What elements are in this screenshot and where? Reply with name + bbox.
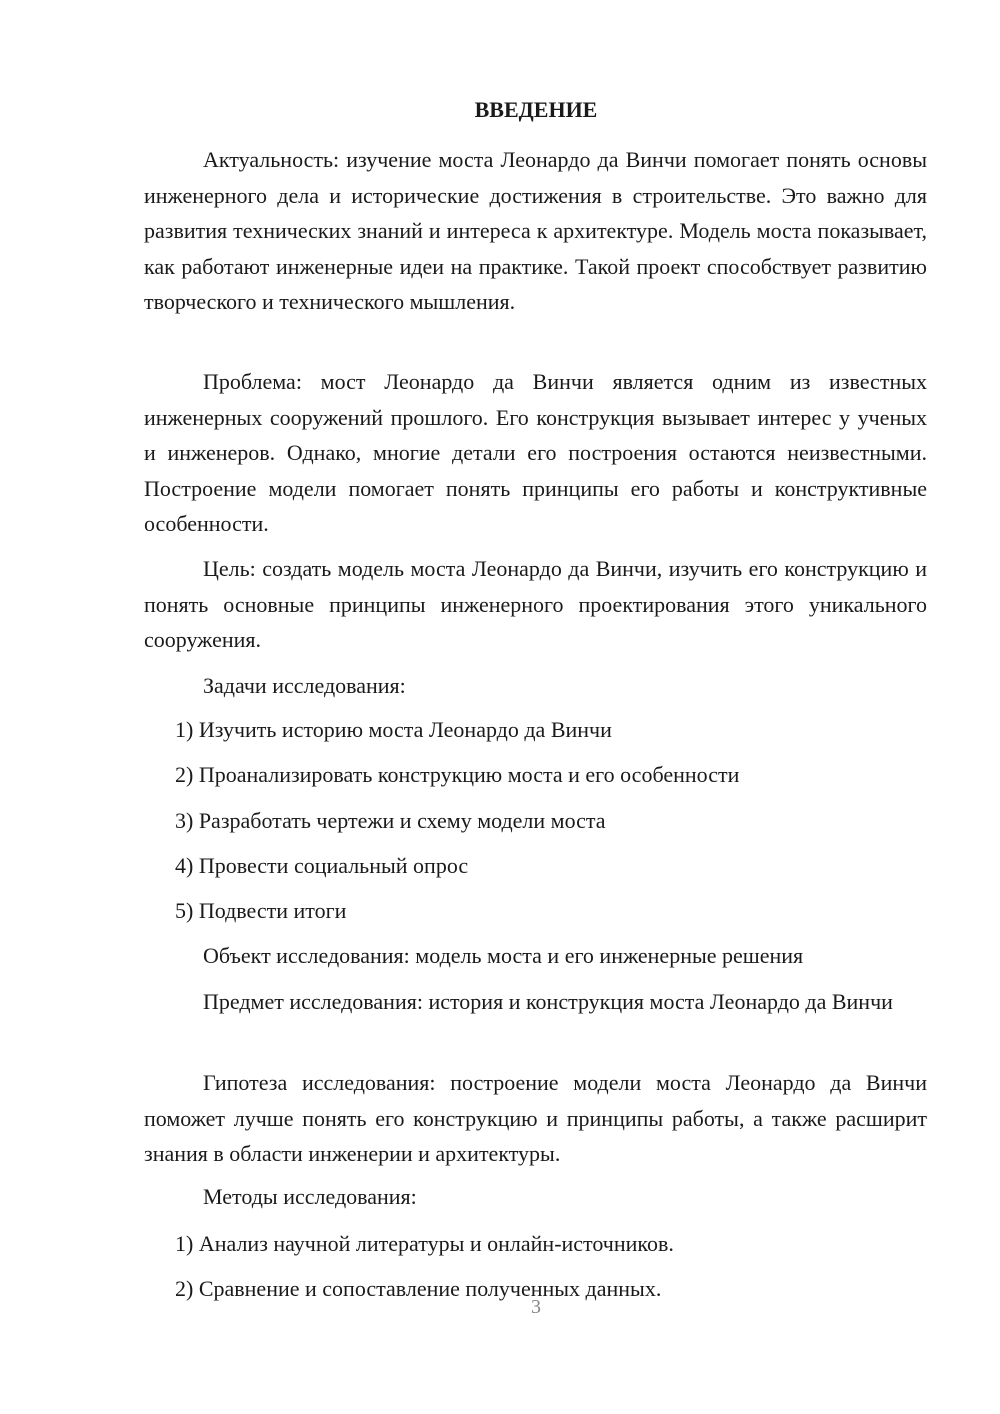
page-number: 3 [531, 1296, 541, 1318]
method-item-1: 1) Анализ научной литературы и онлайн-источников. [175, 1231, 674, 1256]
hypothesis-paragraph: Гипотеза исследования: построение модели моста Леонардо да Винчи поможет лучше понять его конструкцию и принципы работы, а также расширит знания в области инженерии и архитектуры. [144, 1070, 927, 1167]
page-title: ВВЕДЕНИЕ [474, 97, 598, 122]
task-item-4: 4) Провести социальный опрос [175, 853, 469, 878]
goal-paragraph: Цель: создать модель моста Леонардо да Винчи, изучить его конструкцию и понять основные принципы инженерного проектирования этого уникального сооружения. [144, 556, 927, 653]
task-item-2: 2) Проанализировать конструкцию моста и его особенности [175, 762, 740, 787]
tasks-heading: Задачи исследования: [203, 673, 406, 698]
task-item-3: 3) Разработать чертежи и схему модели моста [175, 808, 606, 833]
relevance-paragraph: Актуальность: изучение моста Леонардо да Винчи помогает понять основы инженерного дела и исторические достижения в строительстве. Это важно для развития технических знаний и интереса к архитектуре. Модель моста показывает, как работают инженерные идеи на практике. Такой проект способствует развитию творческого и технического мышления. [144, 147, 927, 315]
problem-paragraph: Проблема: мост Леонардо да Винчи является одним из известных инженерных сооружений прошлого. Его конструкция вызывает интерес у ученых и инженеров. Однако, многие детали его построения остаются неизвестными. Построение модели помогает понять принципы его работы и конструктивные особенности. [144, 369, 927, 537]
object-line: Объект исследования: модель моста и его инженерные решения [203, 943, 804, 968]
methods-heading: Методы исследования: [203, 1184, 417, 1209]
method-item-2: 2) Сравнение и сопоставление полученных данных. [175, 1276, 662, 1301]
task-item-5: 5) Подвести итоги [175, 898, 347, 923]
task-item-1: 1) Изучить историю моста Леонардо да Винчи [175, 717, 612, 742]
subject-paragraph: Предмет исследования: история и конструкция моста Леонардо да Винчи [203, 989, 893, 1014]
